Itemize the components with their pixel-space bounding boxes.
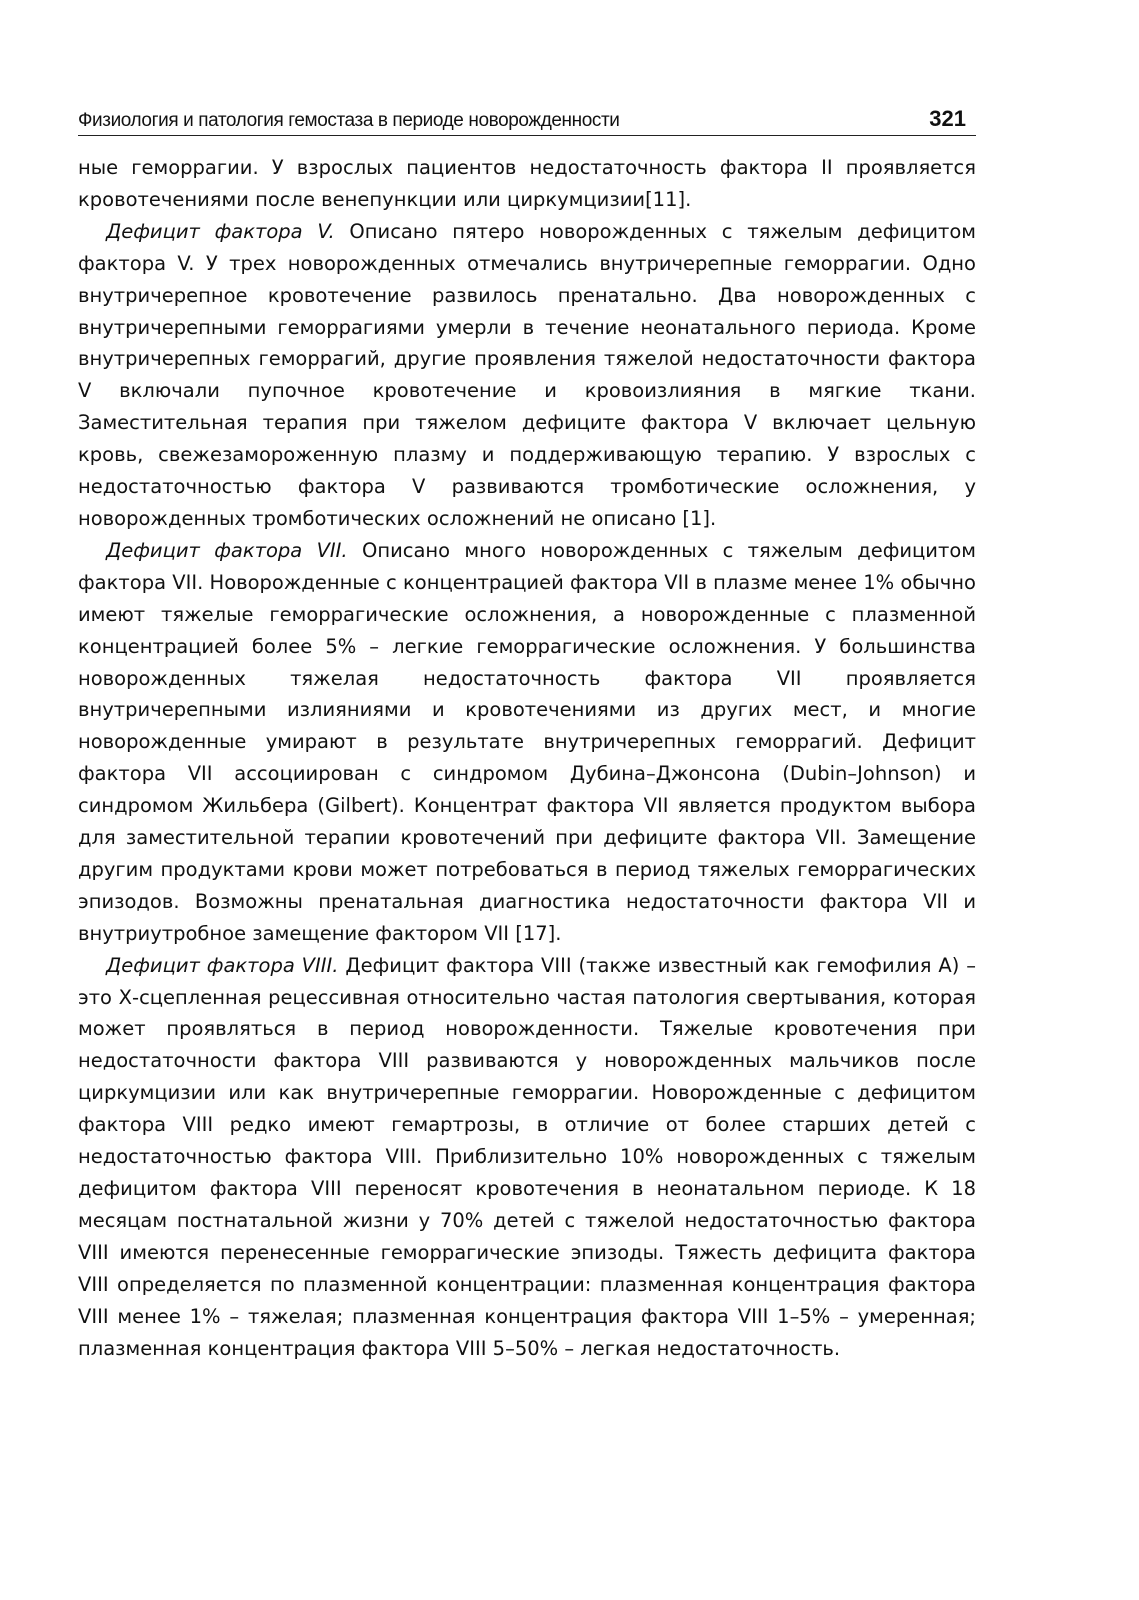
paragraph-lead-heading: Дефицит фактора VII. (106, 538, 348, 562)
page-number: 321 (929, 106, 966, 131)
paragraph-lead-heading: Дефицит фактора V. (106, 219, 335, 243)
paragraph-factor-viii (78, 950, 976, 1365)
book-page (78, 92, 976, 1364)
running-header (78, 92, 976, 136)
body-text (78, 152, 976, 1364)
paragraph-continuation (78, 152, 976, 216)
running-header-title: Физиология и патология гемостаза в периоде новорожденности (78, 110, 620, 131)
paragraph-text: Описано пятеро новорожденных с тяжелым дефицитом фактора V. У трех новорожденных отмечались внутричерепные геморрагии. Одно внутричерепное кровотечение развилось пренатально. Два новорожденных с внутричерепными геморрагиями умерли в течение неонатального периода. Кроме внутричерепных геморрагий, другие проявления тяжелой недостаточности фактора V включали пупочное кровотечение и кровоизлияния в мягкие ткани. Заместительная терапия при тяжелом дефиците фактора V включает цельную кровь, свежезамороженную плазму и поддерживающую терапию. У взрослых с недостаточностью фактора V развиваются тромботические осложнения, у новорожденных тромботических осложнений не описано [1]. (78, 219, 976, 530)
paragraph-text: ные геморрагии. У взрослых пациентов недостаточность фактора II проявляется кровотечениями после венепункции или циркумцизии[11]. (78, 156, 976, 211)
paragraph-text: Описано много новорожденных с тяжелым дефицитом фактора VII. Новорожденные с концентрацией фактора VII в плазме менее 1% обычно имеют тяжелые геморрагические осложнения, а новорожденные с плазменной концентрацией более 5% – легкие геморрагические осложнения. У большинства новорожденных тяжелая недостаточность фактора VII проявляется внутричерепными излияниями и кровотечениями из других мест, и многие новорожденные умирают в результате внутричерепных геморрагий. Дефицит фактора VII ассоциирован с синдромом Дубина–Джонсона (Dubin–Johnson) и синдромом Жильбера (Gilbert). Концентрат фактора VII является продуктом выбора для заместительной терапии кровотечений при дефиците фактора VII. Замещение другим продуктами крови может потребоваться в период тяжелых геморрагических эпизодов. Возможны пренатальная диагностика недостаточности фактора VII и внутриутробное замещение фактором VII [17]. (78, 538, 976, 945)
paragraph-lead-heading: Дефицит фактора VIII. (106, 953, 339, 977)
paragraph-text: Дефицит фактора VIII (также известный как гемофилия А) – это Х-сцепленная рецессивная относительно частая патология свертывания, которая может проявляться в период новорожденности. Тяжелые кровотечения при недостаточности фактора VIII развиваются у новорожденных мальчиков после циркумцизии или как внутричерепные геморрагии. Новорожденные с дефицитом фактора VIII редко имеют гемартрозы, в отличие от более старших детей с недостаточностью фактора VIII. Приблизительно 10% новорожденных с тяжелым дефицитом фактора VIII переносят кровотечения в неонатальном периоде. К 18 месяцам постнатальной жизни у 70% детей с тяжелой недостаточностью фактора VIII имеются перенесенные геморрагические эпизоды. Тяжесть дефицита фактора VIII определяется по плазменной концентрации: плазменная концентрация фактора VIII менее 1% – тяжелая; плазменная концентрация фактора VIII 1–5% – умеренная; плазменная концентрация фактора VIII 5–50% – легкая недостаточность. (78, 953, 977, 1360)
paragraph-factor-vii (78, 535, 976, 950)
paragraph-factor-v (78, 216, 976, 535)
